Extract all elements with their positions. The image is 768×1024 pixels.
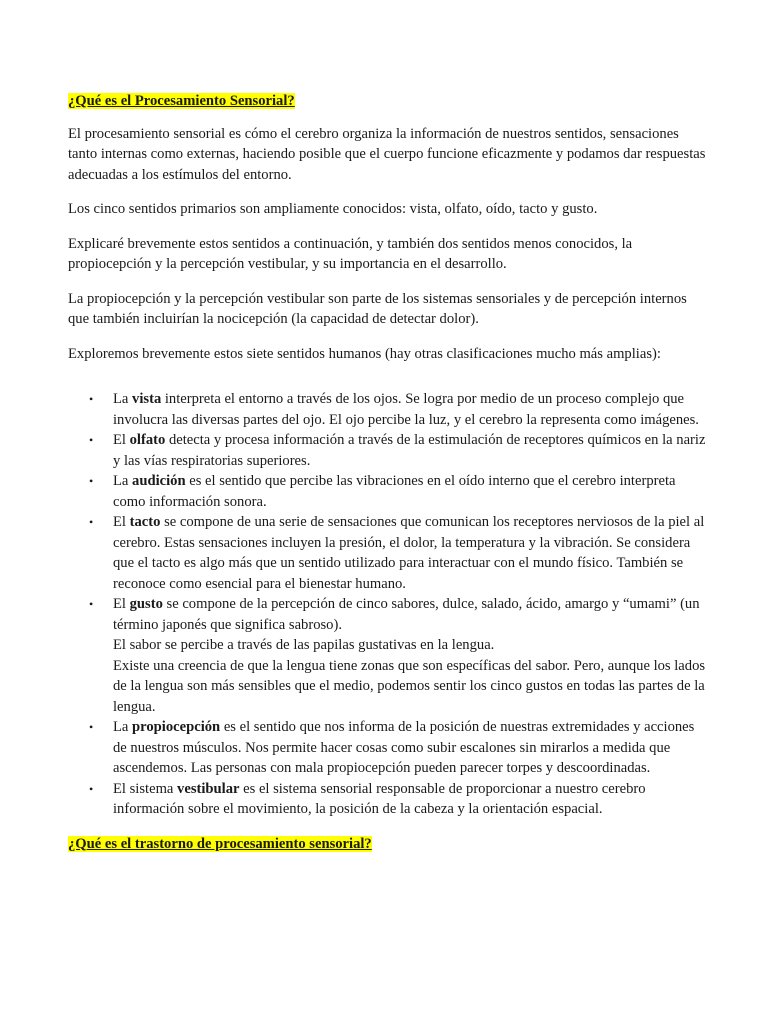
- sense-term-vestibular: vestibular: [177, 780, 240, 797]
- sense-description: se compone de una serie de sensaciones que comunican los receptores nerviosos de la piel al cerebro. Estas sensaciones incluyen la presión, el dolor, la temperatura y la vibración. Se considera que el tacto es algo más que un sentido utilizado para interactuar con el mundo físico. También se reconoce como esencial para el bienestar humano.: [113, 514, 705, 592]
- sense-description: es el sentido que nos informa de la posición de nuestras extremidades y acciones de nuestros músculos. Nos permite hacer cosas como subir escalones sin mirarlos a medida que ascendemos. Las personas con mala propiocepción pueden parecer torpes y descoordinadas.: [113, 719, 695, 776]
- sense-term-propiocepcion: propiocepción: [132, 719, 221, 735]
- sense-term-gusto: gusto: [129, 596, 163, 612]
- paragraph-explanation-intro: Explicaré brevemente estos sentidos a continuación, y también dos sentidos menos conocidos, la propiocepción y la percepción vestibular, y su importancia en el desarrollo.: [68, 235, 633, 272]
- paragraph-definition: El procesamiento sensorial es cómo el cerebro organiza la información de nuestros sentidos, sensaciones tanto internas como externas, haciendo posible que el cuerpo funcione eficazmente y podamos dar respuestas adecuadas a los estímulos del entorno.: [68, 125, 706, 183]
- list-item-tacto: [68, 512, 708, 594]
- sense-lead: El: [113, 596, 130, 612]
- bullet-icon: •: [89, 597, 94, 611]
- bullet-icon: •: [89, 515, 94, 529]
- bullet-icon: •: [89, 474, 94, 488]
- sense-term-audicion: audición: [132, 473, 186, 489]
- gusto-papilas-line: El sabor se percibe a través de las papilas gustativas en la lengua.: [113, 637, 495, 653]
- sense-lead: El sistema: [113, 780, 178, 797]
- sense-description: es el sistema sensorial responsable de proporcionar a nuestro cerebro información sobre el movimiento, la posición de la cabeza y la orientación espacial.: [113, 780, 646, 817]
- senses-list: [68, 389, 708, 820]
- sense-lead: La: [113, 473, 133, 489]
- sense-lead: La: [113, 391, 133, 407]
- list-item-vista: [68, 389, 708, 430]
- paragraph-five-senses: Los cinco sentidos primarios son ampliamente conocidos: vista, olfato, oído, tacto y gusto.: [68, 201, 598, 217]
- bullet-icon: •: [89, 720, 94, 734]
- heading-trastorno-procesamiento: ¿Qué es el trastorno de procesamiento sensorial?: [68, 835, 372, 852]
- document-page: [68, 91, 708, 854]
- sense-lead: La: [113, 719, 133, 735]
- sense-term-vista: vista: [132, 391, 162, 407]
- bullet-icon: •: [89, 781, 94, 796]
- list-item-olfato: [68, 430, 708, 471]
- heading-procesamiento-sensorial-wrap: [68, 91, 708, 112]
- sense-description: se compone de la percepción de cinco sabores, dulce, salado, ácido, amargo y “umami” (un término japonés que significa sabroso).: [113, 596, 700, 633]
- sense-term-tacto: tacto: [129, 514, 161, 530]
- sense-lead: El: [113, 432, 130, 448]
- list-item-gusto: [68, 594, 708, 717]
- list-item-propiocepcion: [68, 717, 708, 779]
- sense-description: es el sentido que percibe las vibraciones en el oído interno que el cerebro interpreta como información sonora.: [113, 473, 676, 510]
- heading-procesamiento-sensorial: ¿Qué es el Procesamiento Sensorial?: [68, 93, 295, 109]
- sense-lead: El: [113, 514, 130, 530]
- heading-trastorno-wrap: [68, 834, 708, 855]
- sense-description: detecta y procesa información a través de la estimulación de receptores químicos en la nariz y las vías respiratorias superiores.: [113, 432, 706, 469]
- sense-description: interpreta el entorno a través de los ojos. Se logra por medio de un proceso complejo que involucra las diversas partes del ojo. El ojo percibe la luz, y el cerebro la representa como imágenes.: [113, 391, 699, 428]
- paragraph-explore-seven: Exploremos brevemente estos siete sentidos humanos (hay otras clasificaciones mucho más amplias):: [68, 345, 661, 362]
- bullet-icon: •: [89, 392, 94, 406]
- sense-term-olfato: olfato: [129, 432, 166, 448]
- bullet-icon: •: [89, 433, 94, 447]
- list-item-vestibular: [68, 779, 708, 820]
- paragraph-internal-systems: La propiocepción y la percepción vestibular son parte de los sistemas sensoriales y de percepción internos que también incluirían la nocicepción (la capacidad de detectar dolor).: [68, 290, 687, 327]
- gusto-zonas-line: Existe una creencia de que la lengua tiene zonas que son específicas del sabor. Pero, aunque los lados de la lengua son más sensibles que el medio, podemos sentir los cinco gustos en todas las partes de la lengua.: [113, 657, 706, 715]
- list-item-audicion: [68, 471, 708, 512]
